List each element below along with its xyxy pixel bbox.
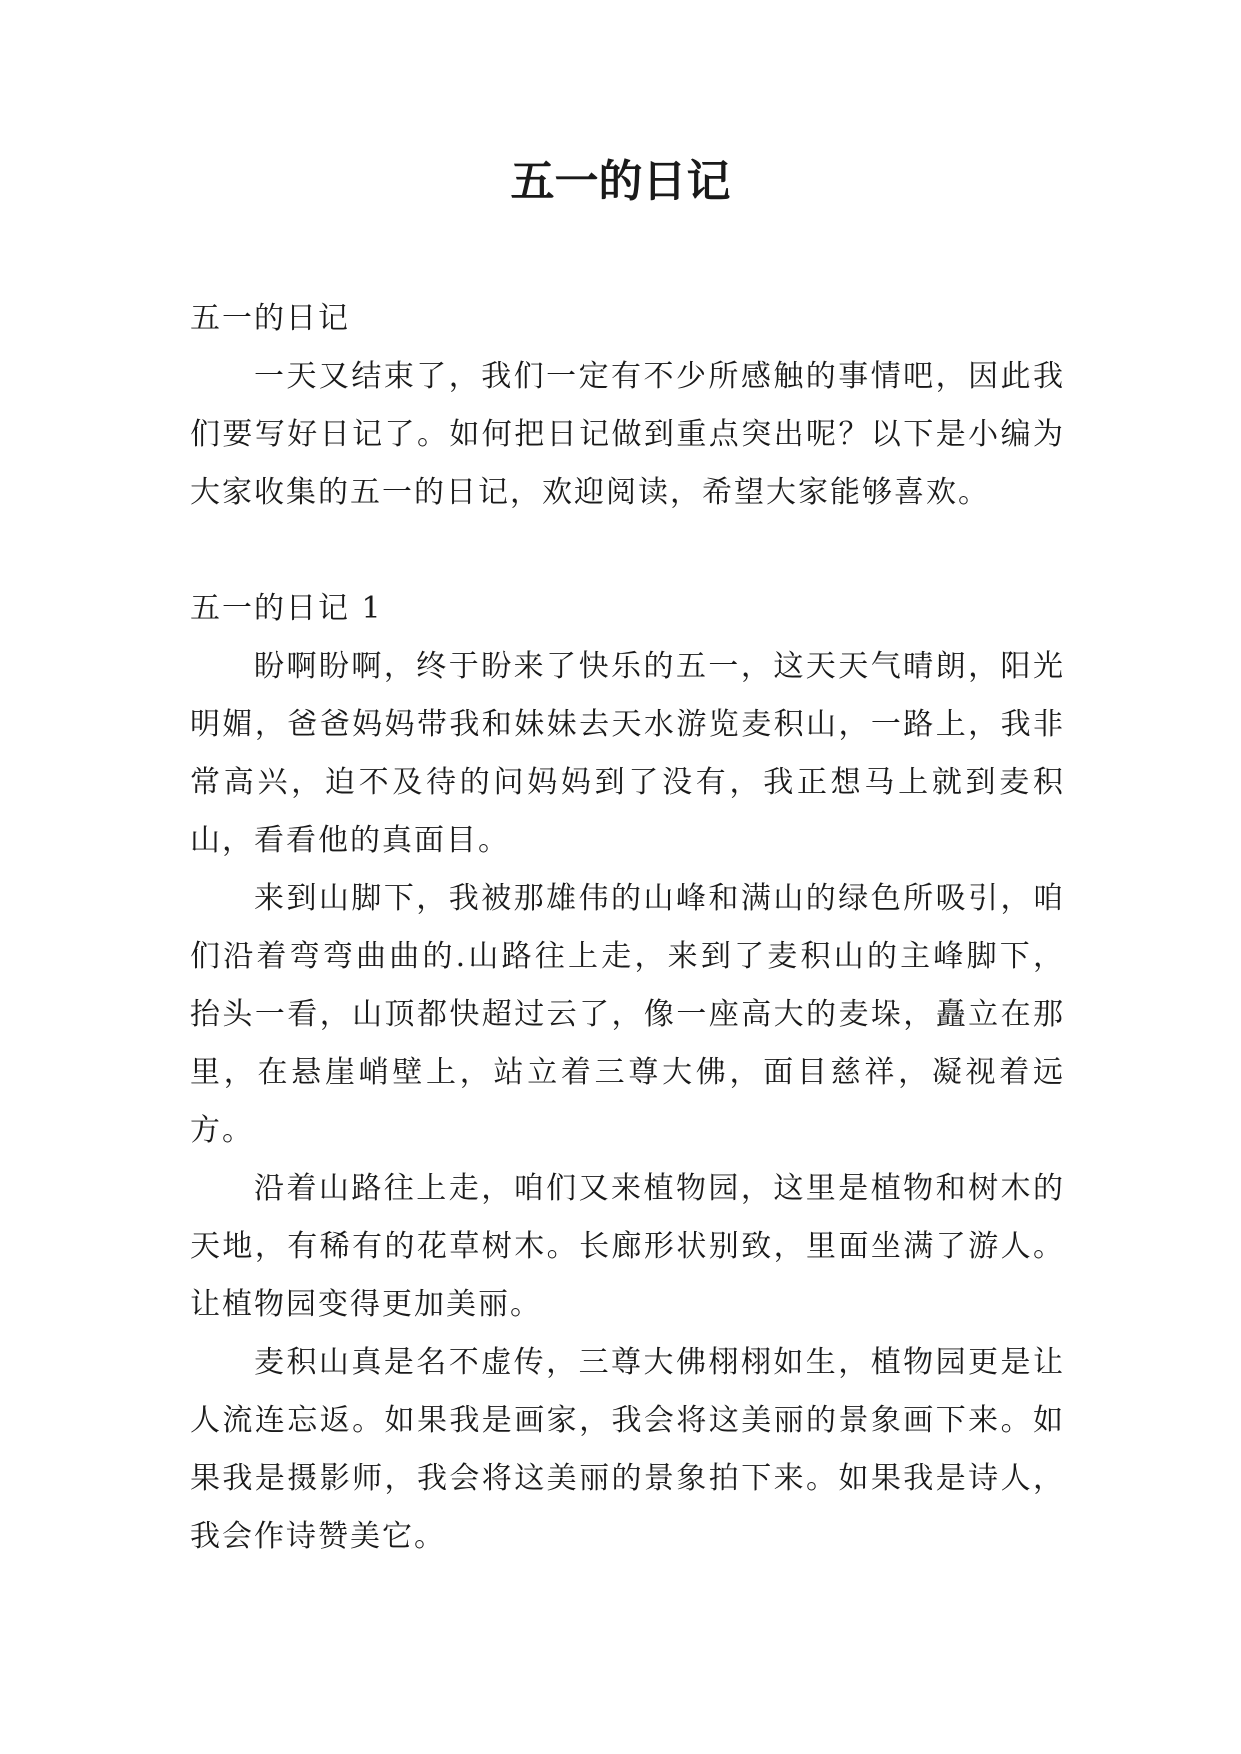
section-1-paragraph-4: 麦积山真是名不虚传，三尊大佛栩栩如生，植物园更是让人流连忘返。如果我是画家，我会将这美丽的景象画下来。如果我是摄影师，我会将这美丽的景象拍下来。如果我是诗人，我会作诗赞美它。 <box>190 1345 1065 1554</box>
section-1-paragraph-1: 盼啊盼啊，终于盼来了快乐的五一，这天天气晴朗，阳光明媚，爸爸妈妈带我和妹妹去天水游览麦积山，一路上，我非常高兴，迫不及待的问妈妈到了没有，我正想马上就到麦积山，看看他的真面目。 <box>190 649 1065 858</box>
document-body <box>190 290 1065 1566</box>
section-1-paragraph-2: 来到山脚下，我被那雄伟的山峰和满山的绿色所吸引，咱们沿着弯弯曲曲的.山路往上走，来到了麦积山的主峰脚下，抬头一看，山顶都快超过云了，像一座高大的麦垛，矗立在那里，在悬崖峭壁上，站立着三尊大佛，面目慈祥，凝视着远方。 <box>190 881 1065 1148</box>
section-1-paragraph-3: 沿着山路往上走，咱们又来植物园，这里是植物和树木的天地，有稀有的花草树木。长廊形状别致，里面坐满了游人。让植物园变得更加美丽。 <box>190 1171 1065 1322</box>
section-gap <box>190 522 1065 580</box>
intro-paragraph: 一天又结束了，我们一定有不少所感触的事情吧，因此我们要写好日记了。如何把日记做到重点突出呢？以下是小编为大家收集的五一的日记，欢迎阅读，希望大家能够喜欢。 <box>190 359 1065 510</box>
intro-heading: 五一的日记 <box>190 301 350 336</box>
document-title: 五一的日记 <box>510 156 731 207</box>
section-1-heading: 五一的日记 1 <box>190 591 383 626</box>
